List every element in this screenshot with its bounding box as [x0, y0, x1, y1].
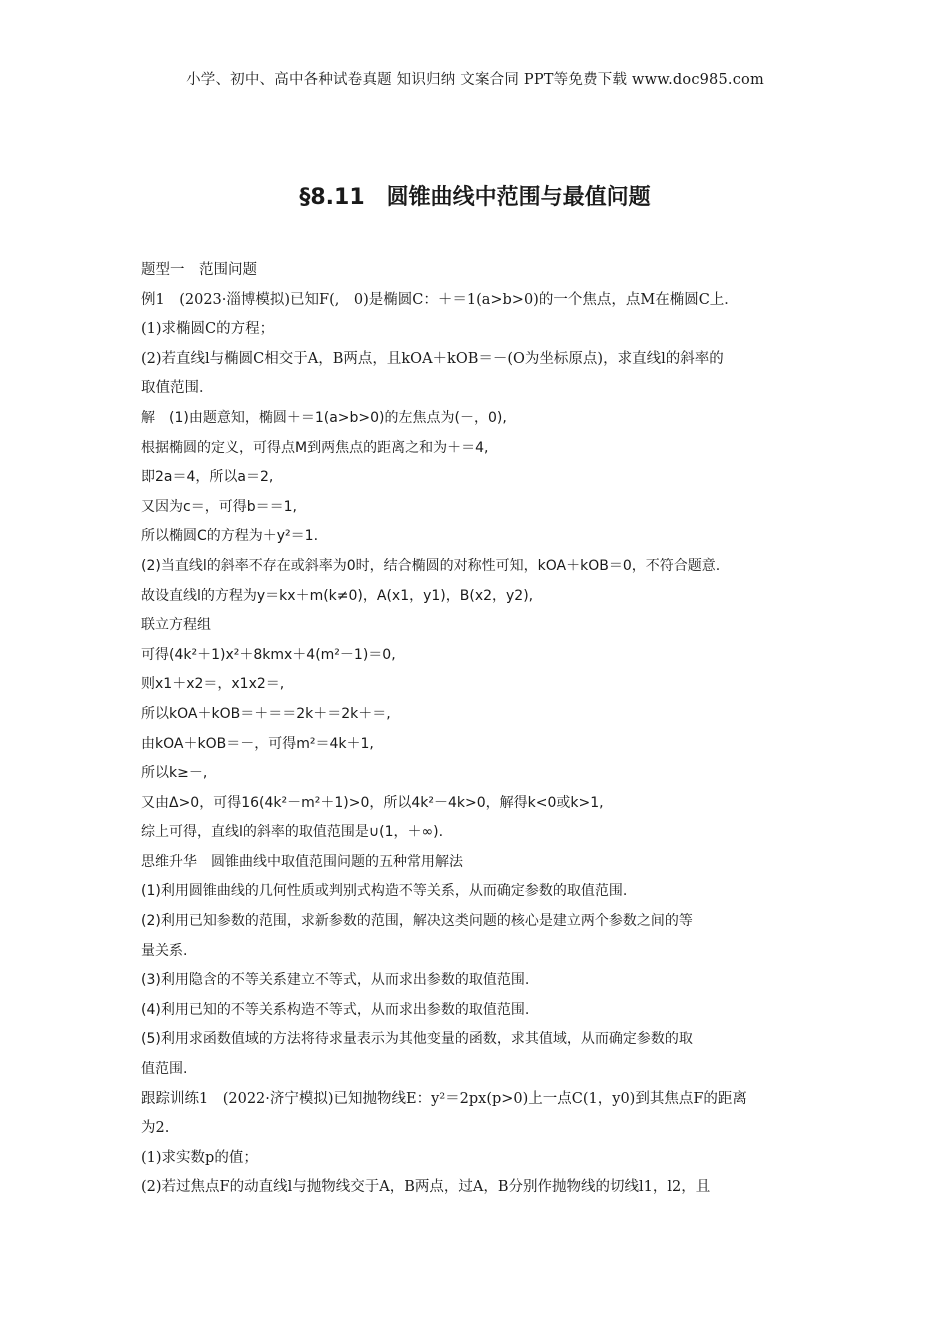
section-title: §8.11 圆锥曲线中范围与最值问题: [299, 185, 651, 210]
text-line-28: 值范围.: [141, 1061, 188, 1078]
text-line-9: 又因为c＝，可得b＝＝1,: [141, 498, 297, 515]
text-line-32: (2)若过焦点F的动直线l与抛物线交于A，B两点，过A，B分别作抛物线的切线l1，l2，且: [141, 1179, 711, 1196]
text-line-29: 跟踪训练1 (2022·济宁模拟)已知抛物线E：y²＝2px(p>0)上一点C(1，y0)到其焦点F的距离: [141, 1090, 747, 1107]
text-line-24: 量关系.: [141, 942, 188, 959]
text-line-27: (5)利用求函数值域的方法将待求量表示为其他变量的函数，求其值域，从而确定参数的取: [141, 1031, 693, 1048]
text-line-12: 故设直线l的方程为y＝kx＋m(k≠0)，A(x1，y1)，B(x2，y2),: [141, 587, 534, 604]
text-line-26: (4)利用已知的不等关系构造不等式，从而求出参数的取值范围.: [141, 1001, 530, 1018]
text-line-3: (1)求椭圆C的方程；: [141, 321, 275, 338]
text-line-14: 可得(4k²＋1)x²＋8kmx＋4(m²－1)＝0,: [141, 646, 396, 663]
text-line-17: 由kOA＋kOB＝－，可得m²＝4k＋1,: [141, 735, 374, 752]
text-line-2: 例1 (2023·淄博模拟)已知F(, 0)是椭圆C：＋＝1(a>b>0)的一个焦点，点M在椭圆C上．: [141, 291, 739, 308]
text-line-7: 根据椭圆的定义，可得点M到两焦点的距离之和为＋＝4,: [141, 439, 489, 456]
text-line-4: (2)若直线l与椭圆C相交于A，B两点，且kOA＋kOB＝－(O为坐标原点)，求直线l的斜率的: [141, 350, 724, 367]
text-line-5: 取值范围．: [141, 380, 214, 397]
document-body: [141, 256, 813, 1203]
text-line-16: 所以kOA＋kOB＝＋＝＝2k＋＝2k＋＝,: [141, 705, 391, 722]
page-header: 小学、初中、高中各种试卷真题 知识归纳 文案合同 PPT等免费下载 www.doc985.com: [186, 72, 764, 88]
text-line-6: 解 (1)由题意知，椭圆＋＝1(a>b>0)的左焦点为(－，0),: [141, 409, 507, 426]
text-line-1: 题型一 范围问题: [141, 262, 257, 278]
text-line-8: 即2a＝4，所以a＝2,: [141, 469, 274, 486]
text-line-10: 所以椭圆C的方程为＋y²＝1.: [141, 528, 319, 545]
text-line-31: (1)求实数p的值；: [141, 1149, 258, 1166]
text-line-30: 为2.: [141, 1120, 170, 1137]
text-line-23: (2)利用已知参数的范围，求新参数的范围，解决这类问题的核心是建立两个参数之间的等: [141, 913, 693, 930]
text-line-11: (2)当直线l的斜率不存在或斜率为0时，结合椭圆的对称性可知，kOA＋kOB＝0，不符合题意.: [141, 557, 721, 574]
text-line-21: 思维升华 圆锥曲线中取值范围问题的五种常用解法: [141, 853, 463, 870]
text-line-25: (3)利用隐含的不等关系建立不等式，从而求出参数的取值范围.: [141, 972, 530, 989]
text-line-13: 联立方程组: [141, 617, 211, 634]
text-line-15: 则x1＋x2＝，x1x2＝,: [141, 676, 285, 693]
text-line-22: (1)利用圆锥曲线的几何性质或判别式构造不等关系，从而确定参数的取值范围.: [141, 883, 628, 900]
text-line-20: 综上可得，直线l的斜率的取值范围是∪(1，＋∞).: [141, 824, 444, 841]
text-line-19: 又由Δ>0，可得16(4k²－m²＋1)>0，所以4k²－4k>0，解得k<0或k>1,: [141, 794, 604, 811]
text-line-18: 所以k≥－,: [141, 765, 208, 782]
